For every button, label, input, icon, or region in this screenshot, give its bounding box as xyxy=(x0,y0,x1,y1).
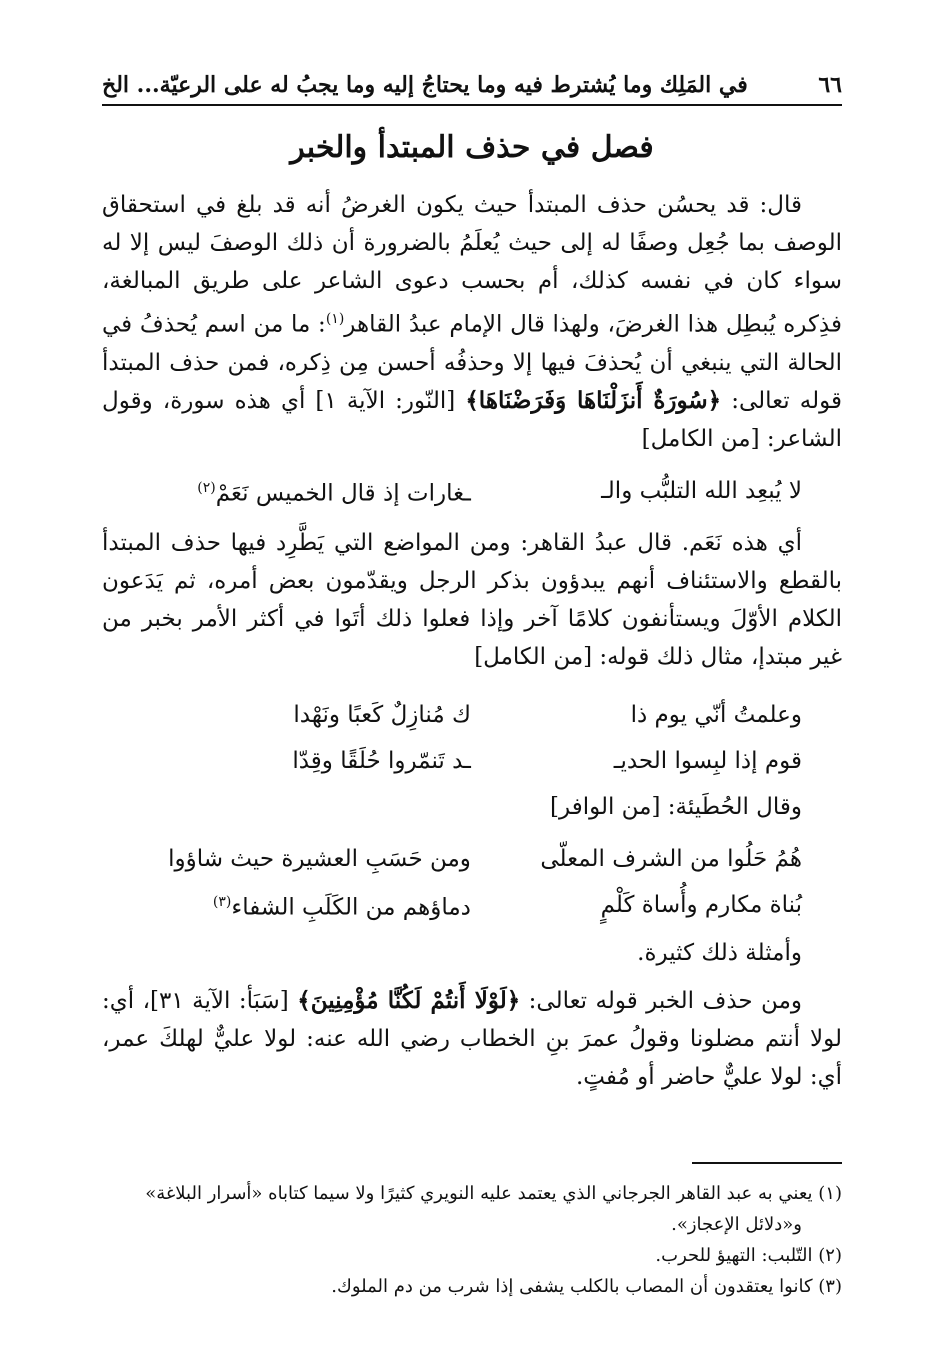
verse-hemistich-right: لا يُبعِد الله التلبُّب والـ xyxy=(601,478,802,504)
verse-line xyxy=(102,468,842,514)
footnote-number: (٣) xyxy=(818,1276,842,1297)
paragraph-1-rest: : ما من اسم يُحذفُ في الحالة التي ينبغي أن يُحذفَ فيها إلا وحذفُه أحسن مِن ذِكره، فمن حذف المبتدأ قوله تعالى: xyxy=(102,311,842,414)
verse-line xyxy=(102,836,842,882)
footnote-ref-3: (٣) xyxy=(212,894,232,911)
footnote-ref-1: (١) xyxy=(325,311,345,327)
verse-hemistich-left-text: ـغارات إذ قال الخميس نَعَمْ xyxy=(215,480,471,507)
running-title: في المَلِك وما يُشترط فيه وما يحتاجُ إليه وما يجبُ له على الرعيّة... الخ xyxy=(102,72,748,98)
footnote-text: التّلبب: التهيؤ للحرب. xyxy=(655,1245,813,1266)
verse-hemistich-right: قوم إذا لبِسوا الحديـ xyxy=(613,748,802,774)
footnote-2 xyxy=(102,1240,842,1271)
paragraph-3-lead: ومن حذف الخبر قوله تعالى: xyxy=(520,988,802,1014)
verse-hemistich-left: ومن حَسَبِ العشيرة حيث شاؤوا xyxy=(168,846,471,872)
paragraph-2: أي هذه نَعَم. قال عبدُ القاهر: ومن المواضع التي يَطَّرِد فيها حذف المبتدأ بالقطع والاستئناف أنهم يبدؤون بذكر الرجل ويقدّمون بعض أمره، ثم يَدَعون الكلام الأوّلَ ويستأنفون كلامًا آخر وإذا فعلوا ذلك أتَوا في أكثر الأمر بخبر من غير مبتدإ، مثال ذلك قوله: [من الكامل] xyxy=(102,530,842,670)
verse-hemistich-left xyxy=(102,469,471,513)
section-title: فصل في حذف المبتدأ والخبر xyxy=(290,130,654,165)
hutayah-intro: وقال الحُطَيئة: [من الوافر] xyxy=(550,794,802,820)
footnote-number: (٢) xyxy=(818,1245,842,1266)
footnote-3 xyxy=(102,1271,842,1302)
verse-line xyxy=(102,882,842,928)
verse-3 xyxy=(102,836,842,928)
footnote-text: كانوا يعتقدون أن المصاب بالكلب يشفى إذا شرب من دم الملوك. xyxy=(331,1276,813,1297)
verse-line xyxy=(102,692,842,738)
paragraph-1-tail: [النّور: الآية ١] أي هذه سورة، وقول الشاعر: [من الكامل] xyxy=(102,387,842,452)
quran-verse-1: ﴿سُورَةٌ أَنزَلْنَاهَا وَفَرَضْنَاهَا﴾ xyxy=(465,386,722,414)
quran-verse-2: ﴿لَوْلَا أَنتُمْ لَكُنَّا مُؤْمِنِينَ﴾ xyxy=(297,987,521,1014)
paragraph-3-tail: [سَبَأ: الآية ٣١]، أي: لولا أنتم مضلونا وقولُ عمرَ بنِ الخطاب رضي الله عنه: لولا عليٌّ لهلكَ عمر، أي: لولا عليٌّ حاضر أو مُفتٍ. xyxy=(102,988,842,1090)
examples-note: وأمثلة ذلك كثيرة. xyxy=(637,940,802,966)
verse-line xyxy=(102,738,842,784)
verse-hemistich-right: وعلمتُ أنّي يوم ذا xyxy=(630,702,802,728)
verse-hemistich-left: ك مُنازِلٌ كَعبًا ونَهْدا xyxy=(293,702,471,728)
header-rule xyxy=(102,104,842,106)
paragraph-3 xyxy=(102,982,842,1096)
verse-hemistich-left: ـد تَنمّروا حُلَقًا وقِدّا xyxy=(292,748,471,774)
footnote-1-continuation: و«دلائل الإعجاز». xyxy=(671,1214,802,1235)
footnote-number: (١) xyxy=(818,1183,842,1204)
footnote-text: يعني به عبد القاهر الجرجاني الذي يعتمد عليه النويري كثيرًا ولا سيما كتاباه «أسرار البلاغة» xyxy=(145,1183,813,1204)
verse-2 xyxy=(102,692,842,784)
paragraph-1-lead: قال: قد يحسُن حذف المبتدأ حيث يكون الغرضُ أنه قد بلغ في استحقاق الوصف بما جُعِل وصفًا له إلى حيث يُعلَمُ بالضرورة أن ذلك الوصفَ ليس إلا له سواء كان في نفسه كذلك، أم بحسب دعوى الشاعر على طريق المبالغة، فذِكره يُبطِل هذا الغرضَ، ولهذا قال الإمام عبدُ القاهر xyxy=(102,192,842,338)
verse-1 xyxy=(102,468,842,514)
verse-hemistich-right: بُناة مكارم وأُساة كَلْمٍ xyxy=(600,892,802,918)
verse-hemistich-left-text: دماؤهم من الكَلَبِ الشفاء xyxy=(231,894,471,921)
page-number: ٦٦ xyxy=(818,72,842,98)
paragraph-1 xyxy=(102,186,842,458)
footnote-1 xyxy=(102,1178,842,1209)
verse-hemistich-left xyxy=(102,883,471,927)
footnote-rule xyxy=(692,1162,842,1164)
verse-hemistich-right: هُمُ حَلُوا من الشرف المعلّى xyxy=(540,846,802,872)
footnote-ref-2: (٢) xyxy=(197,480,216,497)
footnotes xyxy=(102,1178,842,1302)
running-head xyxy=(102,62,842,108)
